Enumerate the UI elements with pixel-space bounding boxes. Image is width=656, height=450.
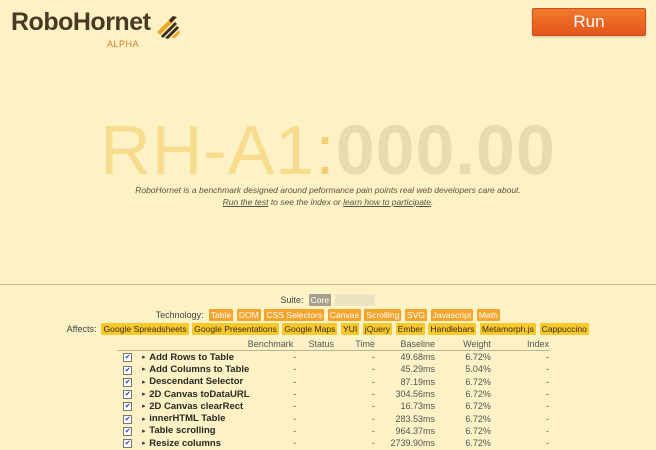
table-row xyxy=(117,351,549,364)
table-row xyxy=(117,363,549,375)
table-row xyxy=(117,437,549,449)
benchmark-time: - xyxy=(371,425,375,436)
suite-extended-toggle[interactable]: Extended xyxy=(336,295,373,305)
score-colon: : xyxy=(315,111,336,189)
benchmark-weight: 6.72% xyxy=(465,389,491,400)
benchmark-baseline: 964.37ms xyxy=(395,425,436,436)
checkmark-icon[interactable]: ✔ xyxy=(124,366,131,374)
logo-alpha-tag: ALPHA xyxy=(107,39,140,49)
description-links-line xyxy=(0,196,656,208)
affects-tag-handlebars[interactable]: Handlebars xyxy=(430,324,475,334)
suite-core-toggle[interactable]: Core xyxy=(310,295,330,305)
benchmark-baseline: 304.56ms xyxy=(395,389,436,400)
benchmark-index: - xyxy=(546,389,549,400)
table-row xyxy=(117,425,549,437)
affects-tag-google-presentations[interactable]: Google Presentations xyxy=(194,324,277,334)
checkmark-icon[interactable]: ✔ xyxy=(124,354,131,362)
benchmark-baseline: 283.53ms xyxy=(395,413,436,424)
benchmark-baseline: 87.19ms xyxy=(400,376,436,387)
tech-tag-canvas[interactable]: Canvas xyxy=(329,310,359,320)
benchmark-index: - xyxy=(546,401,549,412)
affects-filter xyxy=(0,323,656,335)
benchmark-name: Add Columns to Table xyxy=(149,363,250,375)
tech-tag-javascript[interactable]: Javascript xyxy=(432,310,472,320)
participate-link[interactable]: learn how to participate xyxy=(343,197,432,207)
header-benchmark[interactable]: Benchmark xyxy=(138,337,293,351)
checkmark-icon[interactable]: ✔ xyxy=(124,415,131,423)
affects-tag-google-maps[interactable]: Google Maps xyxy=(284,324,336,334)
benchmark-status: - xyxy=(293,413,297,424)
header-time[interactable]: Time xyxy=(334,337,375,351)
benchmark-name: 2D Canvas clearRect xyxy=(149,400,244,412)
benchmark-time: - xyxy=(371,438,375,449)
benchmark-table xyxy=(117,337,549,449)
benchmark-checkbox[interactable] xyxy=(117,425,138,437)
benchmark-weight: 6.72% xyxy=(465,438,491,449)
benchmark-time: - xyxy=(371,413,375,424)
score-prefix: RH-A1 xyxy=(100,111,316,189)
index-score xyxy=(0,110,656,190)
technology-label: Technology: xyxy=(155,310,204,320)
benchmark-name: 2D Canvas toDataURL xyxy=(149,388,250,400)
header-weight[interactable]: Weight xyxy=(435,337,491,351)
benchmark-weight: 6.72% xyxy=(465,352,491,363)
expand-icon[interactable]: ▸ xyxy=(142,354,146,362)
benchmark-status: - xyxy=(293,352,297,363)
benchmark-index: - xyxy=(546,376,549,387)
header-status[interactable]: Status xyxy=(293,337,334,351)
header-spacer xyxy=(117,337,138,351)
benchmark-baseline: 2739.90ms xyxy=(390,438,436,449)
benchmark-time: - xyxy=(371,401,375,412)
expand-icon[interactable]: ▸ xyxy=(142,440,146,448)
tech-tag-scrolling[interactable]: Scrolling xyxy=(366,310,400,320)
checkmark-icon[interactable]: ✔ xyxy=(124,440,131,448)
benchmark-time: - xyxy=(371,376,375,387)
suite-filter xyxy=(0,294,656,306)
benchmark-status: - xyxy=(293,438,297,449)
benchmark-time: - xyxy=(371,389,375,400)
expand-icon[interactable]: ▸ xyxy=(142,403,146,411)
benchmark-status: - xyxy=(293,364,297,375)
benchmark-name: Table scrolling xyxy=(149,425,216,437)
benchmark-checkbox[interactable] xyxy=(117,437,138,449)
benchmark-checkbox[interactable] xyxy=(117,400,138,412)
benchmark-index: - xyxy=(546,425,549,436)
expand-icon[interactable]: ▸ xyxy=(142,427,146,435)
table-header-row xyxy=(117,337,549,351)
benchmark-baseline: 16.73ms xyxy=(400,401,436,412)
benchmark-index: - xyxy=(546,364,549,375)
description-line: RoboHornet is a benchmark designed around peformance pain points real web developers care about. xyxy=(135,185,521,195)
header-baseline[interactable]: Baseline xyxy=(375,337,435,351)
table-row xyxy=(117,376,549,388)
description-mid: to see the index or xyxy=(268,197,344,207)
benchmark-time: - xyxy=(371,364,375,375)
logo[interactable] xyxy=(11,8,151,49)
benchmark-checkbox[interactable] xyxy=(117,412,138,424)
tech-tag-dom[interactable]: DOM xyxy=(238,310,259,320)
benchmark-index: - xyxy=(546,438,549,449)
description-end: . xyxy=(431,197,434,207)
technology-filter xyxy=(0,309,656,321)
table-row xyxy=(117,412,549,424)
run-button[interactable]: Run xyxy=(532,8,646,36)
benchmark-baseline: 49.68ms xyxy=(400,352,436,363)
affects-tag-ember[interactable]: Ember xyxy=(397,324,423,334)
affects-tag-cappuccino[interactable]: Cappuccino xyxy=(541,324,587,334)
checkmark-icon[interactable]: ✔ xyxy=(124,427,131,435)
benchmark-checkbox[interactable] xyxy=(117,351,138,364)
score-value: 000.00 xyxy=(335,111,556,189)
expand-icon[interactable]: ▸ xyxy=(142,378,146,386)
benchmark-name: Add Rows to Table xyxy=(149,351,235,363)
tech-tag-svg[interactable]: SVG xyxy=(406,310,426,320)
affects-tag-yui[interactable]: YUI xyxy=(342,324,358,334)
benchmark-name: Resize columns xyxy=(149,437,222,449)
benchmark-status: - xyxy=(293,389,297,400)
benchmark-status: - xyxy=(293,425,297,436)
affects-tag-google-spreadsheets[interactable]: Google Spreadsheets xyxy=(103,324,187,334)
benchmark-weight: 6.72% xyxy=(465,376,491,387)
benchmark-index: - xyxy=(546,352,549,363)
benchmark-status: - xyxy=(293,401,297,412)
tech-tag-math[interactable]: Math xyxy=(478,310,498,320)
affects-label: Affects: xyxy=(66,324,97,334)
checkmark-icon[interactable]: ✔ xyxy=(124,378,131,386)
header-index[interactable]: Index xyxy=(491,337,549,351)
checkmark-icon[interactable]: ✔ xyxy=(124,391,131,399)
logo-text: RoboHornet xyxy=(11,8,151,36)
benchmark-weight: 6.72% xyxy=(465,413,491,424)
tech-tag-css-selectors[interactable]: CSS Selectors xyxy=(266,310,323,320)
table-row xyxy=(117,400,549,412)
benchmark-name: innerHTML Table xyxy=(149,413,226,425)
benchmark-rows xyxy=(117,351,549,450)
benchmark-checkbox[interactable] xyxy=(117,388,138,400)
benchmark-time: - xyxy=(371,352,375,363)
run-test-link[interactable]: Run the test xyxy=(222,197,269,207)
suite-label: Suite: xyxy=(280,295,304,305)
benchmark-weight: 6.72% xyxy=(465,401,491,412)
benchmark-index: - xyxy=(546,413,549,424)
divider xyxy=(0,284,656,285)
description xyxy=(0,184,656,208)
benchmark-baseline: 45.29ms xyxy=(400,364,436,375)
benchmark-status: - xyxy=(293,376,297,387)
checkmark-icon[interactable]: ✔ xyxy=(124,403,131,411)
affects-tag-metamorph[interactable]: Metamorph.js xyxy=(481,324,534,334)
benchmark-checkbox[interactable] xyxy=(117,376,138,388)
expand-icon[interactable]: ▸ xyxy=(142,415,146,423)
bee-stripes-icon xyxy=(155,14,183,40)
benchmark-checkbox[interactable] xyxy=(117,363,138,375)
table-row xyxy=(117,388,549,400)
benchmark-weight: 5.04% xyxy=(465,364,491,375)
benchmark-weight: 6.72% xyxy=(465,425,491,436)
affects-tag-jquery[interactable]: jQuery xyxy=(364,324,391,334)
expand-icon[interactable]: ▸ xyxy=(142,366,146,374)
tech-tag-table[interactable]: Table xyxy=(210,310,232,320)
expand-icon[interactable]: ▸ xyxy=(142,391,146,399)
benchmark-name: Descendant Selector xyxy=(149,376,244,388)
